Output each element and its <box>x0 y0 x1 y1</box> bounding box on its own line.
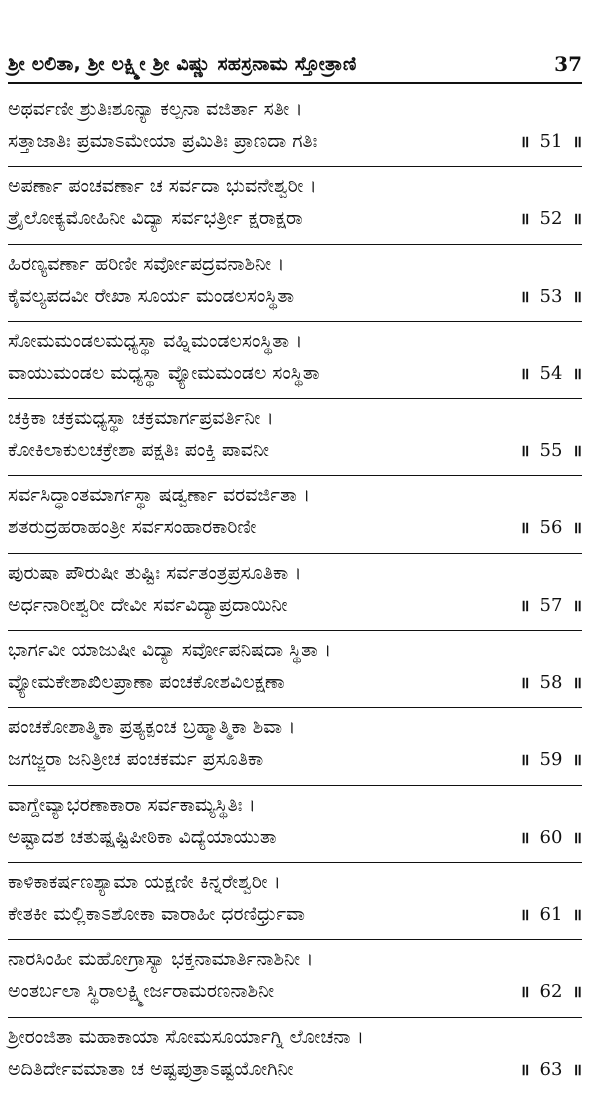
verse-number <box>520 207 582 229</box>
verse-marker-open: ॥ <box>519 982 530 1002</box>
verse-marker-open: ॥ <box>519 750 530 770</box>
verse-block <box>8 863 582 940</box>
verse-marker-close: ॥ <box>572 673 582 693</box>
verse-number <box>520 285 582 307</box>
verse-line-1: ಚಕ್ರಿಕಾ ಚಕ್ರಮಧ್ಯಸ್ಥಾ ಚಕ್ರಮಾರ್ಗಪ್ರವರ್ತಿನೀ । <box>8 407 274 430</box>
verse-number <box>520 671 582 693</box>
verse-marker-close: ॥ <box>572 750 582 770</box>
verse-number <box>520 826 582 848</box>
verse-marker-open: ॥ <box>519 286 530 306</box>
verse-number <box>520 439 582 461</box>
verse-marker-close: ॥ <box>572 595 582 615</box>
verse-block <box>8 245 582 322</box>
verse-marker-open: ॥ <box>519 595 530 615</box>
verse-line-1: ವಾಗ್ದೇವ್ಯಾಭರಣಾಕಾರಾ ಸರ್ವಕಾಮ್ಯಸ್ಥಿತಿಃ । <box>8 793 256 816</box>
verse-line-2: ಸತ್ತಾಜಾತಿಃ ಪ್ರಮಾಽಮೇಯಾ ಪ್ರಮಿತಿಃ ಪ್ರಾಣದಾ ಗತಿಃ <box>8 130 318 152</box>
verse-number-value: 56 <box>539 517 563 539</box>
verse-list <box>8 90 582 1095</box>
verse-line-2: ವ್ಯೋಮಕೇಶಾಖಿಲಪ್ರಾಣಾ ಪಂಚಕೋಶವಿಲಕ್ಷಣಾ <box>8 671 285 694</box>
verse-number-value: 59 <box>539 749 563 771</box>
verse-marker-open: ॥ <box>519 904 530 924</box>
verse-line-1: ಭಾರ್ಗವೀ ಯಾಜುಷೀ ವಿದ್ಯಾ ಸರ್ವೋಪನಿಷದಾ ಸ್ಥಿತಾ । <box>8 639 332 662</box>
verse-line-1: ಸೋಮಮಂಡಲಮಧ್ಯಸ್ಥಾ ವಹ್ನಿಮಂಡಲಸಂಸ್ಥಿತಾ । <box>8 329 303 352</box>
verse-line-2: ಅಷ್ಟಾದಶ ಚತುಷ್ಷಷ್ಟಿಪೀಠಿಕಾ ವಿದ್ಯೆಯಾಯುತಾ <box>8 825 277 848</box>
verse-line-1: ಪುರುಷಾ ಪೌರುಷೀ ತುಷ್ಟಿಃ ಸರ್ವತಂತ್ರಪ್ರಸೂತಿಕಾ । <box>8 561 302 584</box>
verse-marker-open: ॥ <box>519 363 530 383</box>
verse-marker-close: ॥ <box>572 132 582 151</box>
verse-marker-open: ॥ <box>519 209 530 229</box>
verse-number-value: 61 <box>539 903 563 925</box>
verse-marker-open: ॥ <box>519 132 530 151</box>
verse-line-2: ಜಗಜ್ಜರಾ ಜನಿತ್ರೀಚ ಪಂಚಕರ್ಮ ಪ್ರಸೂತಿಕಾ <box>8 748 264 771</box>
verse-line-1: ಹಿರಣ್ಯವರ್ಣಾ ಹರಿಣೀ ಸರ್ವೋಪದ್ರವನಾಶಿನೀ । <box>8 252 285 275</box>
verse-marker-open: ॥ <box>519 518 530 538</box>
verse-marker-close: ॥ <box>572 209 582 229</box>
verse-number <box>520 748 582 770</box>
verse-block <box>8 167 582 244</box>
verse-block <box>8 554 582 631</box>
verse-marker-open: ॥ <box>519 673 530 693</box>
verse-marker-open: ॥ <box>519 441 530 461</box>
verse-number-value: 57 <box>539 594 563 616</box>
page-number: 37 <box>554 52 582 76</box>
verse-number-value: 52 <box>539 208 563 230</box>
verse-number-value: 60 <box>539 826 563 848</box>
verse-marker-close: ॥ <box>572 363 582 383</box>
verse-marker-close: ॥ <box>572 904 582 924</box>
verse-block <box>8 631 582 708</box>
verse-marker-close: ॥ <box>572 518 582 538</box>
verse-number-value: 58 <box>539 672 563 694</box>
page-title: ಶ್ರೀ ಲಲಿತಾ, ಶ್ರೀ ಲಕ್ಷ್ಮೀ ಶ್ರೀ ವಿಷ್ಣು ಸಹಸ್ರನಾಮ ಸ್ತೋತ್ರಾಣಿ <box>8 53 357 75</box>
verse-marker-close: ॥ <box>572 982 582 1002</box>
verse-line-1: ಅಪರ್ಣಾ ಪಂಚವರ್ಣಾ ಚ ಸರ್ವದಾ ಭುವನೇಶ್ವರೀ । <box>8 175 317 198</box>
verse-number <box>520 362 582 384</box>
verse-line-2: ಅರ್ಧನಾರೀಶ್ವರೀ ದೇವೀ ಸರ್ವವಿದ್ಯಾಪ್ರದಾಯಿನೀ <box>8 593 288 616</box>
verse-line-2: ಕೈವಲ್ಯಪದವೀ ರೇಖಾ ಸೂರ್ಯ ಮಂಡಲಸಂಸ್ಥಿತಾ <box>8 284 295 307</box>
verse-block <box>8 708 582 785</box>
verse-number <box>520 903 582 925</box>
verse-number <box>520 130 582 152</box>
verse-marker-close: ॥ <box>572 441 582 461</box>
verse-marker-open: ॥ <box>519 1059 530 1079</box>
verse-marker-close: ॥ <box>572 1059 582 1079</box>
verse-marker-open: ॥ <box>519 827 530 847</box>
verse-line-1: ಸರ್ವಸಿದ್ಧಾಂತಮಾರ್ಗಸ್ಥಾ ಷಡ್ವರ್ಣಾ ವರವರ್ಜಿತಾ । <box>8 484 311 507</box>
verse-number-value: 54 <box>539 362 563 384</box>
verse-block <box>8 90 582 167</box>
verse-block <box>8 940 582 1017</box>
verse-line-2: ಅದಿತಿರ್ದೇವಮಾತಾ ಚ ಅಷ್ಟಪುತ್ರಾಽಷ್ಟಯೋಗಿನೀ <box>8 1057 294 1080</box>
verse-line-2: ತ್ರೈಲೋಕ್ಯಮೋಹಿನೀ ವಿದ್ಯಾ ಸರ್ವಭರ್ತ್ರೀ ಕ್ಷರಾಕ್ಷರಾ <box>8 207 303 230</box>
verse-line-1: ಕಾಳಿಕಾಕರ್ಷಣಶ್ಯಾಮಾ ಯಕ್ಷಣೀ ಕಿನ್ನರೇಶ್ವರೀ । <box>8 870 281 893</box>
verse-block <box>8 786 582 863</box>
verse-line-1: ಅಥರ್ವಣೀ ಶ್ರುತಿಃಶೂನ್ಯಾ ಕಲ್ಪನಾ ವಜಿರ್ತಾ ಸತೀ । <box>8 98 303 120</box>
verse-block <box>8 399 582 476</box>
verse-number <box>520 980 582 1002</box>
verse-number-value: 53 <box>539 285 563 307</box>
verse-line-1: ನಾರಸಿಂಹೀ ಮಹೋಗ್ರಾಸ್ಯಾ ಭಕ್ತನಾಮಾರ್ತಿನಾಶಿನೀ । <box>8 948 314 971</box>
verse-number-value: 55 <box>539 440 563 462</box>
verse-block <box>8 322 582 399</box>
verse-number-value: 62 <box>539 981 563 1003</box>
verse-line-2: ವಾಯುಮಂಡಲ ಮಧ್ಯಸ್ಥಾ ವ್ಯೋಮಮಂಡಲ ಸಂಸ್ಥಿತಾ <box>8 361 320 384</box>
verse-block <box>8 1018 582 1095</box>
verse-line-1: ಶ್ರೀರಂಜಿತಾ ಮಹಾಕಾಯಾ ಸೋಮಸೂರ್ಯಾಗ್ನಿ ಲೋಚನಾ । <box>8 1025 364 1048</box>
page-header <box>8 46 582 84</box>
verse-number <box>520 516 582 538</box>
verse-line-2: ಶತರುದ್ರಹರಾಹಂತ್ರೀ ಸರ್ವಸಂಹಾರಕಾರಿಣೀ <box>8 516 257 539</box>
verse-number-value: 51 <box>539 131 563 152</box>
verse-number <box>520 594 582 616</box>
verse-marker-close: ॥ <box>572 827 582 847</box>
verse-line-2: ಕೋಕಿಲಾಕುಲಚಕ್ರೇಶಾ ಪಕ್ಷತಿಃ ಪಂಕ್ತಿ ಪಾವನೀ <box>8 439 270 462</box>
verse-number-value: 63 <box>539 1058 563 1080</box>
verse-line-2: ಅಂತರ್ಬಲಾ ಸ್ಥಿರಾಲಕ್ಷ್ಮೀರ್ಜರಾಮರಣನಾಶಿನೀ <box>8 980 275 1003</box>
verse-marker-close: ॥ <box>572 286 582 306</box>
verse-line-2: ಕೇತಕೀ ಮಲ್ಲಿಕಾಽಶೋಕಾ ವಾರಾಹೀ ಧರಣಿರ್ಧ್ರುವಾ <box>8 902 305 925</box>
verse-number <box>520 1058 582 1080</box>
verse-line-1: ಪಂಚಕೋಶಾತ್ಮಿಕಾ ಪ್ರತ್ಯಕ್ಪಂಚ ಬ್ರಹ್ಮಾತ್ಮಿಕಾ ಶಿವಾ । <box>8 716 296 739</box>
verse-block <box>8 476 582 553</box>
